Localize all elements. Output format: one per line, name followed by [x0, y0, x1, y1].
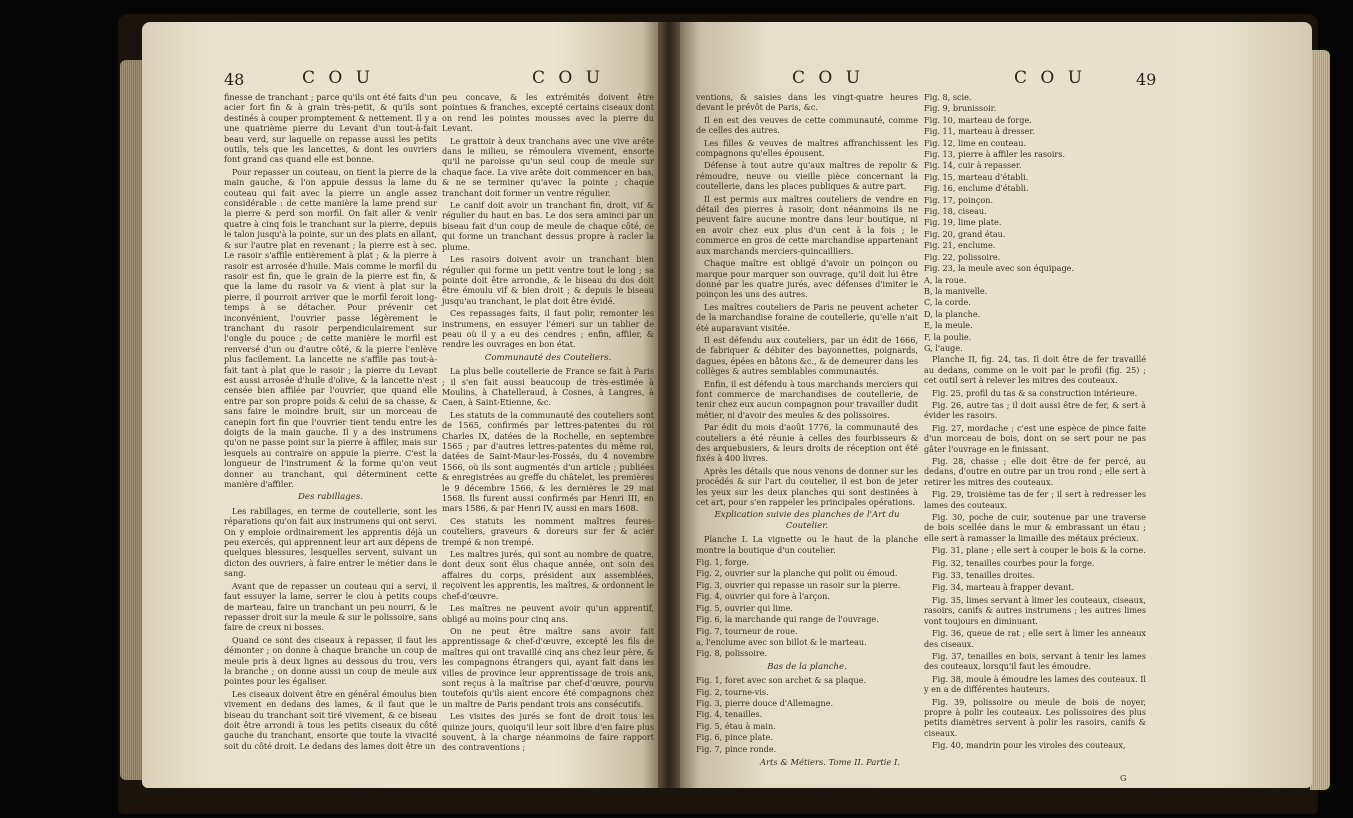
paragraph: Chaque maître est obligé d'avoir un poinçon ou marque pour marquer son ouvrage, qu'il doit lui être donné par les quatre jurés, avec défenses d'imiter le poinçon les uns des autres. [696, 258, 918, 300]
list-item: Fig. 15, marteau d'établi. [924, 171, 1029, 182]
paragraph: ventions, & saisies dans les vingt-quatre heures devant le prévôt de Paris, &c. [696, 92, 918, 113]
list-item: D, la planche. [924, 308, 981, 319]
paragraph: Par édit du mois d'août 1776, la communauté des couteliers a été réunie à celles des fourbisseurs & des arquebusiers, & leurs droits de réception ont été fixés à 400 livres. [696, 422, 918, 464]
paragraph: Le canif doit avoir un tranchant fin, droit, vif & régulier du haut en bas. Le dos sera aminci par un biseau fait d'un coup de meule de chaque côté, ce qui forme un tranchant dessus propre à racler la plume. [442, 200, 654, 252]
paragraph: Ces statuts les nomment maîtres feures-couteliers, graveurs & doreurs sur fer & acier trempé & non trempé. [442, 515, 654, 547]
list-item: Fig. 8, scie. [924, 92, 972, 102]
list-item: Fig. 22, polissoire. [924, 251, 1001, 262]
right-column-1 [696, 92, 918, 767]
paragraph: Ces repassages faits, il faut polir, remonter les instrumens, en essuyer l'émeri sur un tablier de peau où il y a eu des cendres ; enfin, affiler, & rendre les ouvrages en bon état. [442, 308, 654, 350]
paragraph: Fig. 25, profil du tas & sa construction intérieure. [932, 387, 1138, 398]
list-item: Fig. 8, polissoire. [696, 648, 768, 659]
list-item: Fig. 2, tourne-vis. [696, 686, 769, 697]
list-item: Fig. 1, forge. [696, 557, 750, 568]
right-running-head-1: C O U [792, 68, 865, 88]
list-item: Fig. 6, la marchande qui range de l'ouvrage. [696, 614, 879, 625]
paragraph: Fig. 37, tenailles en bois, servant à tenir les lames des couteaux, lorsqu'il faut les émoudre. [924, 650, 1146, 672]
paragraph: Les maîtres ne peuvent avoir qu'un apprentif, obligé au moins pour cinq ans. [442, 603, 654, 624]
list-item: C, la corde. [924, 297, 971, 308]
list-item: Fig. 3, ouvrier qui repasse un rasoir sur la pierre. [696, 579, 901, 590]
paragraph: Pour repasser un couteau, on tient la pierre de la main gauche, & l'on appuie dessus la lame du couteau qui fait avec la pierre un angle assez considérable : de cette manière la lame prend sur la pierre & perd son morfil. On fait aller & venir quatre à cinq fois le tranchant sur la pierre, depuis le talon jusqu'à la pointe, sur un des plats en allant, & sur l'autre plat en revenant ; la pierre est à sec. Le rasoir s'affile entièrement à plat ; & la pierre à rasoir est arrosée d'huile. Mais comme le morfil du rasoir est fin, que le grain de la pierre est fin, & que la lame du rasoir va & vient à plat sur la pierre, il pourroit arriver que le morfil feroit long-temps à se détacher. Pour prévenir cet inconvénient, l'ouvrier passe légèrement le tranchant du rasoir perpendiculairement sur l'ongle du pouce ; de cette manière le morfil est renversé d'un ou d'autre côté, & la pierre l'enlève plus facilement. La lancette ne s'affile pas tout-à-fait tant à plat que le rasoir ; la pierre du Levant est aussi arrosée d'huile d'olive, & la lancette n'est censée bien affilée par l'ouvrier, que quand elle entre par son propre poids & celui de sa chasse, & sans faire le moindre bruit, sur un morceau de canepin fort fin que l'ouvrier tient tendu entre les doigts de la main gauche. Il y a des instrumens qu'on ne passe point sur la pierre à affiler, mais sur lesquels au contraire on appuie la pierre. C'est la longueur de l'instrument & la forme qu'on veut donner au tranchant, qui déterminent cette manière d'affiler. [224, 166, 437, 490]
list-item: a, l'enclume avec son billot & le marteau. [696, 636, 867, 647]
right-running-head-2: C O U [1014, 68, 1087, 88]
paragraph: Les filles & veuves de maîtres affranchissent les compagnons qu'elles épousent. [696, 137, 918, 159]
list-item: F, la poulie. [924, 331, 972, 342]
paragraph: Fig. 28, chasse ; elle doit être de fer percé, au dedans, d'outre en outre par un trou rond ; elle sert à retirer les mitres des couteaux. [924, 456, 1146, 487]
list-item: Fig. 4, ouvrier qui fore à l'arçon. [696, 591, 830, 602]
left-page [142, 22, 658, 788]
right-page-number: 49 [1136, 70, 1157, 89]
list-item: E, la meule. [924, 320, 973, 331]
list-item: Fig. 9, brunissoir. [924, 103, 997, 114]
list-item: Fig. 20, grand étau. [924, 228, 1006, 239]
left-running-head-2: C O U [532, 68, 605, 88]
list-item: B, la manivelle. [924, 285, 988, 296]
list-item: Fig. 16, enclume d'établi. [924, 183, 1029, 194]
paragraph: Avant que de repasser un couteau qui a servi, il faut essuyer la lame, serrer le clou à petits coups de marteau, faire un tranchant un peu nourri, & le repasser droit sur la meule & sur le polissoire, sans faire de creux ni bosses. [224, 580, 437, 633]
paragraph: Fig. 31, plane ; elle sert à couper le bois & la corne. [932, 545, 1146, 556]
section-heading: Explication suivie des planches de l'Art du Coutelier. [714, 510, 900, 531]
figure-list-c [924, 92, 1146, 353]
list-item: Fig. 7, pince ronde. [696, 743, 777, 754]
book-gutter [658, 22, 680, 788]
paragraph: Fig. 34, marteau à frapper devant. [932, 582, 1075, 593]
right-column-2 [924, 92, 1146, 753]
paragraph: Les rabillages, en terme de coutellerie, sont les réparations qu'on fait aux instrumens qui ont servi. On y emploie ordinairement les apprentis déjà un peu exercés, qui apprennent leur art aux dépens de quelques blessures, lesquelles servent, suivant un dicton des ouvriers, à faire entrer le métier dans le sang. [224, 505, 437, 579]
paragraph: Fig. 30, poche de cuir, soutenue par une traverse de bois scellée dans le mur & embrassant un étau ; elle sert à ramasser la limaille des métaux précieux. [924, 512, 1146, 543]
paragraph: Après les détails que nous venons de donner sur les procédés & sur l'art du coutelier, il est bon de jeter les yeux sur les deux planches qui sont destinées à cet art, pour s'en rappeler les principales opérations. [696, 465, 918, 508]
signature-mark: G [1120, 774, 1127, 783]
paragraph: Les ciseaux doivent être en général émoulus bien vivement en dedans des lames, & il faut que le biseau du tranchant soit tiré vivement, & ce biseau doit être arrondi à tous les petits ciseaux du côté gauche du tranchant, ensorte que toute la vivacité soit du côté droit. Le dedans des lames doit être un [224, 688, 437, 751]
list-item: Fig. 12, lime en couteau. [924, 137, 1027, 148]
section-heading: Communauté des Couteliers. [484, 352, 612, 363]
paragraph: Les statuts de la communauté des couteliers sont de 1565, confirmés par lettres-patentes du roi Charles IX, datées de la Rochelle, en septembre 1565 ; par d'autres lettres-patentes du même roi, datées de Saint-Maur-les-Fossés, du 4 novembre 1566, où ils sont augmentés d'un article ; publiées & enregistrées au greffe du châtelet, les premières le 9 décembre 1566, & les dernières le 29 mai 1568. Ils furent aussi confirmés par Henri III, en mars 1586, & par Henri IV, aussi en mars 1608. [442, 409, 654, 514]
paragraph: peu concave, & les extrémités doivent être pointues & franches, excepté certains ciseaux dont on rend les pointes mousses avec la pierre du Levant. [442, 92, 654, 134]
right-page-edges [1310, 50, 1330, 790]
section-heading: Bas de la planche. [767, 661, 847, 672]
list-item: Fig. 10, marteau de forge. [924, 114, 1032, 125]
paragraph: Fig. 27, mordache ; c'est une espèce de pince faite d'un morceau de bois, dont on se sert pour ne pas gâter l'ouvrage en le finissant. [924, 422, 1146, 454]
left-running-head-1: C O U [302, 68, 375, 88]
paragraph: Fig. 40, mandrin pour les viroles des couteaux, [932, 740, 1126, 751]
figure-list-b [696, 675, 918, 754]
paragraph: Fig. 26, autre tas ; il doit aussi être de fer, & sert à évider les rasoirs. [924, 399, 1146, 421]
list-item: Fig. 3, pierre douce d'Allemagne. [696, 697, 834, 708]
paragraph: Les maîtres couteliers de Paris ne peuvent acheter de la marchandise foraine de coutellerie, qu'elle n'ait été auparavant visitée. [696, 301, 918, 333]
page-footer: Arts & Métiers. Tome II. Partie I. [759, 756, 900, 767]
paragraph: Les maîtres jurés, qui sont au nombre de quatre, dont deux sont élus chaque année, ont soin des affaires du corps, président aux assemblées, reçoivent les apprentis, les maîtres, & ordonnent le chef-d'œuvre. [442, 549, 654, 601]
list-item: Fig. 14, cuir à repasser. [924, 160, 1022, 171]
list-item: Fig. 1, foret avec son archet & sa plaque. [696, 675, 867, 686]
list-item: G, l'auge. [924, 342, 963, 353]
paragraph: Fig. 36, queue de rat ; elle sert à limer les anneaux des ciseaux. [924, 628, 1146, 649]
left-page-edges [120, 60, 142, 780]
list-item: Fig. 5, ouvrier qui lime. [696, 602, 793, 613]
paragraph: Défense à tout autre qu'aux maîtres de repolir & rémoudre, neuve ou vieille pièce concernant la coutellerie, dans les places publiques & autre part. [696, 160, 918, 192]
list-item: Fig. 11, marteau à dresser. [924, 126, 1035, 137]
paragraph: La plus belle coutellerie de France se fait à Paris ; il s'en fait aussi beaucoup de très-estimée à Moulins, à Chatelleraud, à Cosnes, à Langres, à Caen, à Saint-Etienne, &c. [442, 366, 654, 408]
paragraph: On ne peut être maître sans avoir fait apprentissage & chef-d'œuvre, excepté les fils de maîtres qui ont travaillé cinq ans chez leur père, & les compagnons étrangers qui, ayant fait dans les villes de province leur apprentissage de trois ans, sont reçus à la maîtrise par chef-d'œuvre, pourvu toutefois qu'ils aient encore été compagnons chez un maître de Paris pendant trois ans consécutifs. [442, 625, 654, 709]
list-item: Fig. 7, tourneur de roue. [696, 625, 798, 636]
list-item: Fig. 5, étau à main. [696, 720, 776, 731]
paragraph: Il en est des veuves de cette communauté, comme de celles des autres. [696, 114, 918, 136]
paragraph: Planche II, fig. 24, tas. Il doit être de fer travaillé au dedans, comme on le voit par le profil (fig. 25) ; cet outil sert à relever les mitres des couteaux. [924, 354, 1146, 386]
paragraph: finesse de tranchant ; parce qu'ils ont été faits d'un acier fort fin & à grain très-petit, & qu'ils sont destinés à couper promptement & nettement. Il y a une quatrième pierre du Levant d'un tout-à-fait beau verd, sur laquelle on repasse aussi les petits outils, tels que les lancettes, & dont les ouvriers font grand cas quand elle est bonne. [224, 92, 437, 165]
paragraph: Fig. 29, troisième tas de fer ; il sert à redresser les lames des couteaux. [924, 489, 1146, 510]
left-column-1 [224, 92, 437, 753]
list-item: Fig. 21, enclume. [924, 240, 996, 251]
left-column-2 [442, 92, 654, 755]
paragraph: Enfin, il est défendu à tous marchands merciers qui font commerce de marchandises de coutellerie, de tenir chez eux aucun compagnon pour travailler dudit métier, ni d'avoir des meules & des polissoires. [696, 378, 918, 420]
list-item: Fig. 18, ciseau. [924, 206, 987, 217]
list-item: Fig. 2, ouvrier sur la planche qui polit ou émoud. [696, 568, 898, 579]
list-item: Fig. 23, la meule avec son équipage. [924, 263, 1075, 274]
list-item: Fig. 17, poinçon. [924, 194, 994, 205]
paragraph: Le grattoir à deux tranchans avec une vive arête dans le milieu, se rémoulera vivement, ensorte qu'il ne paroisse qu'un seul coup de meule sur chaque face. La vive arête doit commencer en bas, & ne se terminer qu'avec la pointe ; chaque tranchant doit former un ventre régulier. [442, 135, 654, 198]
paragraph: Il est défendu aux couteliers, par un édit de 1666, de fabriquer & débiter des bayonnettes, poignards, dagues, épées en bâtons &c., & de demeurer dans les collèges & autres semblables communautés. [696, 334, 918, 377]
paragraph: Fig. 33, tenailles droites. [932, 570, 1035, 581]
figure-list-a [696, 557, 918, 659]
paragraph: Fig. 32, tenailles courbes pour la forge. [932, 557, 1095, 568]
paragraph: Quand ce sont des ciseaux à repasser, il faut les démonter ; on donne à chaque branche un coup de meule pris à deux lignes au dessous du trou, vers la branche ; on donne aussi un coup de meule aux pointes pour les égaliser. [224, 634, 437, 687]
paragraph: Fig. 38, moule à émoudre les lames des couteaux. Il y en a de différentes hauteurs. [924, 673, 1146, 695]
list-item: Fig. 19, lime plate. [924, 217, 1002, 228]
paragraph: Les rasoirs doivent avoir un tranchant bien régulier qui forme un petit ventre tout le long ; sa pointe doit être arrondie, & le biseau du dos doit être émoulu vif & bien droit ; & depuis le biseau jusqu'au tranchant, le plat doit être évidé. [442, 254, 654, 306]
paragraph: Planche I. La vignette ou le haut de la planche montre la boutique d'un coutelier. [696, 534, 918, 555]
list-item: Fig. 4, tenailles. [696, 709, 763, 720]
list-item: A, la roue. [924, 274, 967, 285]
right-page [680, 22, 1312, 788]
paragraph: Fig. 35, limes servant à limer les couteaux, ciseaux, rasoirs, canifs & autres instrumens ; les autres limes vont toujours en diminuant. [924, 594, 1146, 626]
list-item: Fig. 6, pince plate. [696, 732, 773, 743]
paragraph: Il est permis aux maîtres couteliers de vendre en détail des pierres à rasoir, dont néanmoins ils ne peuvent faire aucune montre dans leur boutique, ni en avoir chez eux plus d'un cent à la fois ; le commerce en gros de cette marchandise appartenant aux marchands merciers-quincailliers. [696, 193, 918, 256]
paragraph: Les visites des jurés se font de droit tous les quinze jours, quoiqu'il leur soit libre d'en faire plus souvent, à la charge néanmoins de faire rapport des contraventions ; [442, 711, 654, 753]
paragraph: Fig. 39, polissoire ou meule de bois de noyer, propre à polir les couteaux. Les polissoires des plus petits diamètres servent à polir les rasoirs, canifs & ciseaux. [924, 696, 1146, 738]
list-item: Fig. 13, pierre à affiler les rasoirs. [924, 149, 1066, 160]
left-page-number: 48 [224, 70, 245, 89]
section-heading: Des rabillages. [298, 492, 363, 503]
